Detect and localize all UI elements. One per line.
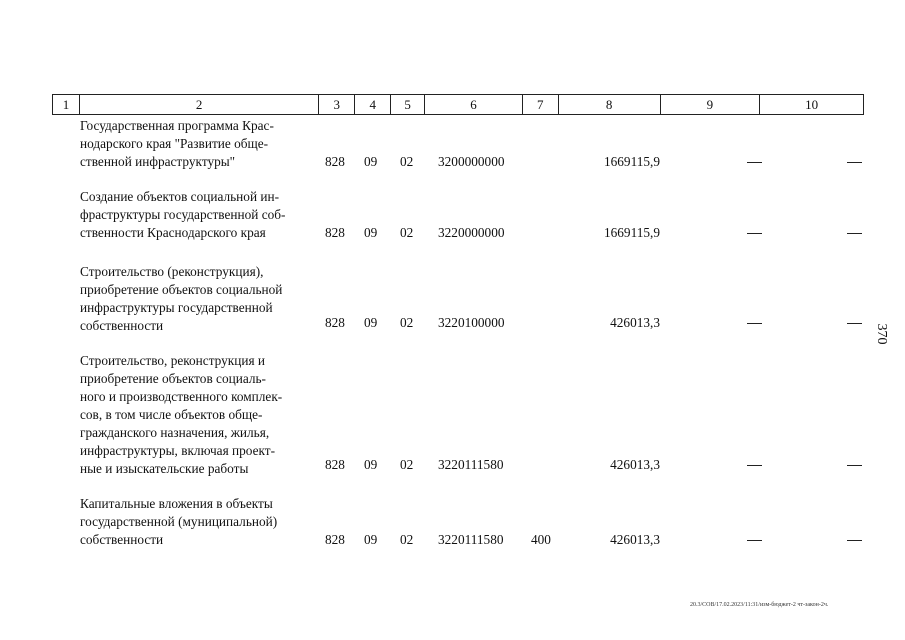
row-col-5: 02 (400, 154, 414, 169)
row-col-3: 828 (325, 457, 345, 472)
row-description: Государственная программа Крас- нодарского края "Развитие обще- ственной инфраструктуры" (80, 118, 274, 169)
row-col-10-dash (847, 162, 862, 163)
header-col-3: 3 (318, 95, 354, 114)
header-col-5: 5 (390, 95, 424, 114)
row-description: Капитальные вложения в объекты государственной (муниципальной) собственности (80, 496, 278, 547)
row-col-9-dash (747, 540, 762, 541)
document-footer: 20.3/СОВ/17.02.2023/11:31/изм-бюджет-2 чт-закон-2ч. (690, 602, 829, 608)
row-col-4: 09 (364, 457, 378, 472)
row-col-9-dash (747, 323, 762, 324)
header-col-10: 10 (759, 95, 863, 114)
row-col-4: 09 (364, 225, 378, 240)
header-col-2: 2 (79, 95, 318, 114)
row-col-10-dash (847, 323, 862, 324)
row-col-7: 400 (531, 532, 551, 547)
row-description: Строительство, реконструкция и приобретение объектов социаль- ного и производственного комплек- сов, в том числе объектов обще- гражданского назначения, жилья, инфраструктуры, включая проект- ные и изыскательские работы (80, 353, 283, 476)
row-col-3: 828 (325, 315, 345, 330)
row-col-10-dash (847, 540, 862, 541)
row-col-8: 426013,3 (610, 532, 660, 547)
row-col-6: 3220100000 (438, 315, 505, 330)
row-col-5: 02 (400, 532, 414, 547)
row-col-5: 02 (400, 225, 414, 240)
row-col-6: 3220111580 (438, 532, 504, 547)
page-number: 370 (874, 323, 889, 345)
header-col-1: 1 (62, 96, 70, 112)
row-col-8: 426013,3 (610, 315, 660, 330)
table-header (52, 94, 864, 115)
row-col-8: 1669115,9 (603, 154, 660, 169)
row-col-9-dash (747, 162, 762, 163)
row-col-10-dash (847, 465, 862, 466)
header-col-8: 8 (558, 95, 660, 114)
row-col-8: 1669115,9 (603, 225, 660, 240)
header-col-9: 9 (660, 95, 760, 114)
row-col-9-dash (747, 233, 762, 234)
row-description: Создание объектов социальной ин- фраструктуры государственной соб- ственности Краснодарского края (80, 189, 286, 240)
row-col-3: 828 (325, 225, 345, 240)
row-col-8: 426013,3 (610, 457, 660, 472)
row-col-6: 3220000000 (438, 225, 505, 240)
row-col-6: 3220111580 (438, 457, 504, 472)
header-col-6: 6 (424, 95, 522, 114)
header-col-7: 7 (522, 95, 558, 114)
row-col-5: 02 (400, 457, 414, 472)
row-description: Строительство (реконструкция), приобретение объектов социальной инфраструктуры государственной собственности (80, 264, 283, 333)
row-col-4: 09 (364, 315, 378, 330)
row-col-4: 09 (364, 154, 378, 169)
row-col-5: 02 (400, 315, 414, 330)
row-col-9-dash (747, 465, 762, 466)
row-col-4: 09 (364, 532, 378, 547)
row-col-3: 828 (325, 154, 345, 169)
row-col-6: 3200000000 (438, 154, 505, 169)
header-col-4: 4 (354, 95, 390, 114)
row-col-10-dash (847, 233, 862, 234)
row-col-3: 828 (325, 532, 345, 547)
